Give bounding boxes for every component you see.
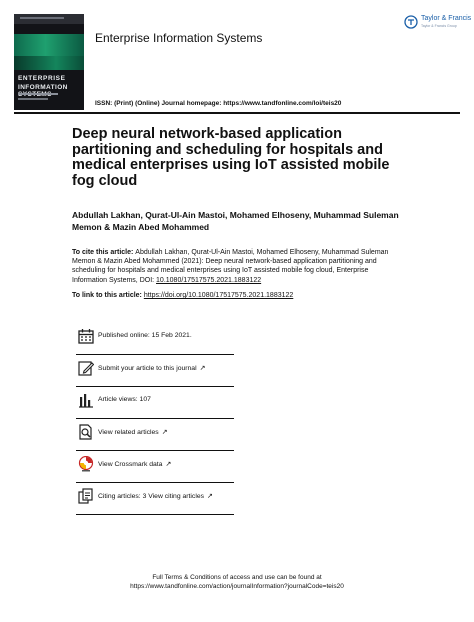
submit-article-label[interactable]: Submit your article to this journal — [98, 365, 197, 372]
published-online-item — [76, 323, 234, 355]
submit-article-item[interactable] — [76, 355, 234, 387]
cover-title-line1: ENTERPRISE — [18, 75, 66, 82]
link-block — [72, 291, 402, 300]
terms-line: Full Terms & Conditions of access and use can be found at — [152, 574, 322, 581]
external-link-icon: ↗ — [165, 461, 172, 468]
article-views-label: Article views: 107 — [98, 396, 151, 403]
terms-url[interactable]: https://www.tandfonline.com/action/journalInformation?journalCode=teis20 — [130, 583, 344, 590]
external-link-icon: ↗ — [199, 365, 206, 372]
article-authors: Abdullah Lakhan, Qurat-Ul-Ain Mastoi, Mohamed Elhoseny, Muhammad Suleman Memon & Mazin Abed Mohammed — [72, 210, 399, 232]
cite-doi-link[interactable]: 10.1080/17517575.2021.1883122 — [156, 276, 262, 284]
cite-text: Abdullah Lakhan, Qurat-Ul-Ain Mastoi, Mohamed Elhoseny, Muhammad Suleman Memon & Mazin Abed Mohammed (2021): Deep neural network-based application partitioning and scheduling for hospitals and medical enterprises using IoT assisted mobile fog cloud, Enterprise Information Systems, DOI: — [72, 249, 389, 284]
external-link-icon: ↗ — [161, 429, 168, 436]
publisher-sub: Taylor & Francis Group — [421, 24, 457, 28]
citation-block — [72, 248, 402, 285]
related-articles-item[interactable] — [76, 419, 234, 451]
related-articles-label[interactable]: View related articles — [98, 429, 159, 436]
crossmark-item[interactable] — [76, 451, 234, 483]
published-online-label: Published online: 15 Feb 2021. — [98, 332, 192, 339]
citing-articles-label[interactable]: Citing articles: 3 View citing articles — [98, 493, 205, 500]
terms-footer — [60, 573, 414, 591]
citing-icon — [78, 488, 94, 504]
article-doi-link[interactable]: https://doi.org/10.1080/17517575.2021.1883122 — [143, 292, 294, 299]
article-views-item — [76, 387, 234, 419]
header-divider — [14, 112, 460, 114]
calendar-icon — [78, 328, 94, 344]
edit-icon — [78, 360, 94, 376]
publisher-logo[interactable] — [404, 14, 472, 36]
search-doc-icon — [78, 424, 94, 440]
cite-label: To cite this article: — [72, 249, 136, 256]
article-title: Deep neural network-based application partitioning and scheduling for hospitals and medical enterprises using IoT assisted mobile fog cloud — [72, 126, 390, 189]
publisher-name: Taylor & Francis — [421, 15, 472, 22]
crossmark-label[interactable]: View Crossmark data — [98, 461, 163, 468]
journal-cover — [14, 14, 84, 110]
issn-homepage[interactable]: ISSN: (Print) (Online) Journal homepage: https://www.tandfonline.com/loi/teis20 — [95, 100, 342, 107]
bar-chart-icon — [78, 392, 94, 408]
cover-title-line2: INFORMATION — [18, 84, 68, 91]
crossmark-icon — [78, 456, 94, 472]
external-link-icon: ↗ — [207, 493, 213, 500]
citing-articles-item[interactable] — [76, 483, 234, 515]
publisher-logo-icon — [404, 15, 418, 29]
link-label: To link to this article: — [72, 292, 144, 299]
journal-name[interactable]: Enterprise Information Systems — [95, 31, 263, 45]
